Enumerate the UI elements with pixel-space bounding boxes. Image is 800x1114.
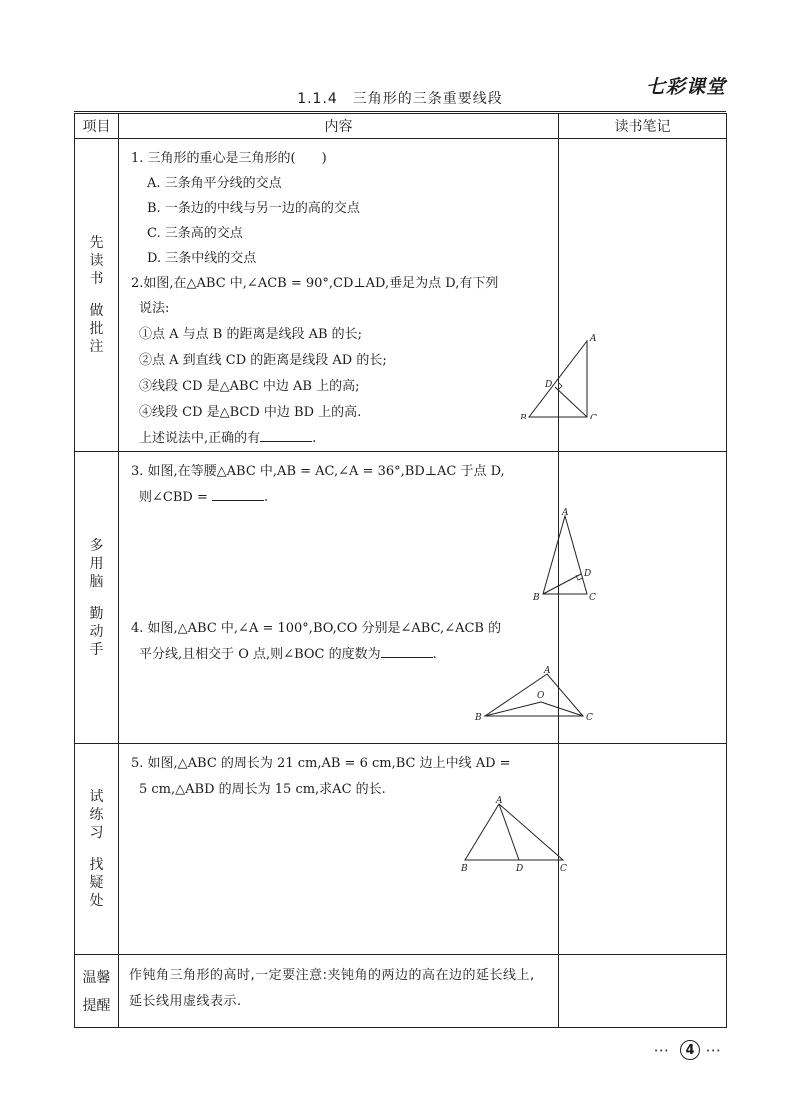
q2-stem-line1: 2.如图,在△ABC 中,∠ACB = 90°,CD⊥AD,垂足为点 D,有下列 bbox=[131, 276, 499, 291]
q3-figure bbox=[525, 508, 605, 604]
brand-logo bbox=[626, 68, 726, 98]
row-label-part: 提醒 bbox=[82, 998, 111, 1014]
row-label-part: 做批注 bbox=[89, 303, 104, 355]
q5-figure bbox=[447, 796, 577, 874]
content-cell bbox=[119, 139, 597, 452]
q1-option-c: C. 三条高的交点 bbox=[147, 226, 243, 241]
q4-label-c: C bbox=[586, 713, 593, 723]
q4-label-a: A bbox=[544, 666, 551, 676]
row-label bbox=[75, 452, 119, 744]
q2-label-a: A bbox=[590, 334, 597, 344]
tip-text: 作钝角三角形的高时,一定要注意:夹钝角的两边的高在边的延长线上,延长线用虚线表示. bbox=[129, 968, 535, 1009]
table-row bbox=[75, 139, 727, 452]
row-label bbox=[75, 955, 119, 1028]
q5-label-c: C bbox=[560, 864, 567, 874]
q2-statement-3: ③线段 CD 是△ABC 中边 AB 上的高; bbox=[139, 379, 360, 394]
header-rule bbox=[74, 111, 726, 112]
q4-label-b: B bbox=[475, 713, 482, 723]
q2-statement-2: ②点 A 到直线 CD 的距离是线段 AD 的长; bbox=[139, 353, 387, 368]
q5-label-d: D bbox=[516, 864, 524, 874]
q2-conclusion-text: 上述说法中,正确的有 bbox=[139, 431, 261, 446]
row-label-part: 温馨 bbox=[82, 970, 111, 986]
q3-label-d: D bbox=[584, 569, 592, 579]
q4-line1: 4. 如图,△ABC 中,∠A = 100°,BO,CO 分别是∠ABC,∠ACB 的 bbox=[131, 621, 502, 636]
row-label bbox=[75, 744, 119, 955]
q5-label-b: B bbox=[461, 864, 468, 874]
decor-dots-left: ••• bbox=[654, 1047, 670, 1055]
row-label-part: 多用脑 bbox=[89, 537, 104, 590]
q2-conclusion-end: . bbox=[312, 431, 317, 446]
q2-stem-line2: 说法: bbox=[139, 301, 170, 316]
q2-label-d: D bbox=[545, 380, 553, 390]
q4-label-o: O bbox=[537, 691, 545, 701]
row-label-part: 先读书 bbox=[89, 235, 104, 287]
row-label-part: 试练习 bbox=[89, 789, 104, 841]
q2-conclusion bbox=[139, 427, 316, 446]
content-cell bbox=[119, 744, 567, 955]
q5-line1: 5. 如图,△ABC 的周长为 21 cm,AB = 6 cm,BC 边上中线 AD = bbox=[131, 756, 511, 771]
q2-statement-1: ①点 A 与点 B 的距离是线段 AB 的长; bbox=[139, 327, 363, 342]
q1-option-b: B. 一条边的中线与另一边的高的交点 bbox=[147, 201, 360, 216]
notes-cell[interactable] bbox=[559, 955, 727, 1028]
q2-statement-4: ④线段 CD 是△BCD 中边 BD 上的高. bbox=[139, 405, 362, 420]
q1-option-d: D. 三条中线的交点 bbox=[147, 251, 257, 266]
header-project: 项目 bbox=[75, 114, 119, 139]
q3-line2 bbox=[139, 486, 268, 505]
q1-stem: 1. 三角形的重心是三角形的( ) bbox=[131, 151, 327, 166]
row-label-part: 勤动手 bbox=[89, 605, 104, 658]
row-label bbox=[75, 139, 119, 452]
q4-figure bbox=[465, 664, 599, 724]
q5-triangle-diagram bbox=[447, 796, 577, 874]
header-content: 内容 bbox=[119, 114, 559, 139]
page-title: 1.1.4 三角形的三条重要线段 bbox=[297, 91, 503, 107]
q2-label-b: B bbox=[520, 414, 527, 419]
table-header-row bbox=[75, 114, 727, 139]
q3-label-c: C bbox=[589, 593, 596, 603]
header-notes: 读书笔记 bbox=[559, 114, 727, 139]
brand-text: 七彩课堂 bbox=[645, 76, 726, 98]
answer-blank bbox=[260, 429, 312, 442]
answer-blank bbox=[212, 488, 264, 501]
page-number: 4 bbox=[680, 1040, 700, 1060]
q3-line2-end: . bbox=[263, 490, 269, 505]
table-row bbox=[75, 955, 727, 1028]
q1-option-a: A. 三条角平分线的交点 bbox=[147, 176, 282, 191]
q4-line2-text: 平分线,且相交于 O 点,则∠BOC 的度数为 bbox=[139, 647, 381, 662]
table-row bbox=[75, 744, 727, 955]
q2-triangle-diagram bbox=[515, 329, 605, 419]
page-number-footer bbox=[654, 1040, 726, 1060]
decor-dots-right: ••• bbox=[706, 1047, 722, 1055]
notes-cell[interactable] bbox=[559, 744, 727, 955]
content-cell bbox=[119, 955, 559, 1028]
q3-line2-text: 则∠CBD = bbox=[139, 490, 208, 505]
q3-label-b: B bbox=[533, 593, 540, 603]
content-cell bbox=[119, 452, 596, 744]
q3-label-a: A bbox=[562, 508, 569, 518]
row-label-part: 找疑处 bbox=[89, 857, 104, 909]
q3-triangle-diagram bbox=[525, 508, 605, 604]
table-row bbox=[75, 452, 727, 744]
q2-figure bbox=[515, 329, 605, 419]
q3-line1: 3. 如图,在等腰△ABC 中,AB = AC,∠A = 36°,BD⊥AC 于点 D, bbox=[131, 464, 505, 479]
worksheet-table bbox=[74, 113, 727, 1028]
answer-blank bbox=[381, 645, 433, 658]
q4-triangle-diagram bbox=[465, 664, 599, 724]
q2-label-c: C bbox=[590, 414, 597, 419]
q4-line2 bbox=[139, 643, 437, 662]
q5-line2: 5 cm,△ABD 的周长为 15 cm,求AC 的长. bbox=[139, 782, 386, 797]
q4-line2-end: . bbox=[432, 647, 437, 662]
q5-label-a: A bbox=[496, 796, 503, 806]
